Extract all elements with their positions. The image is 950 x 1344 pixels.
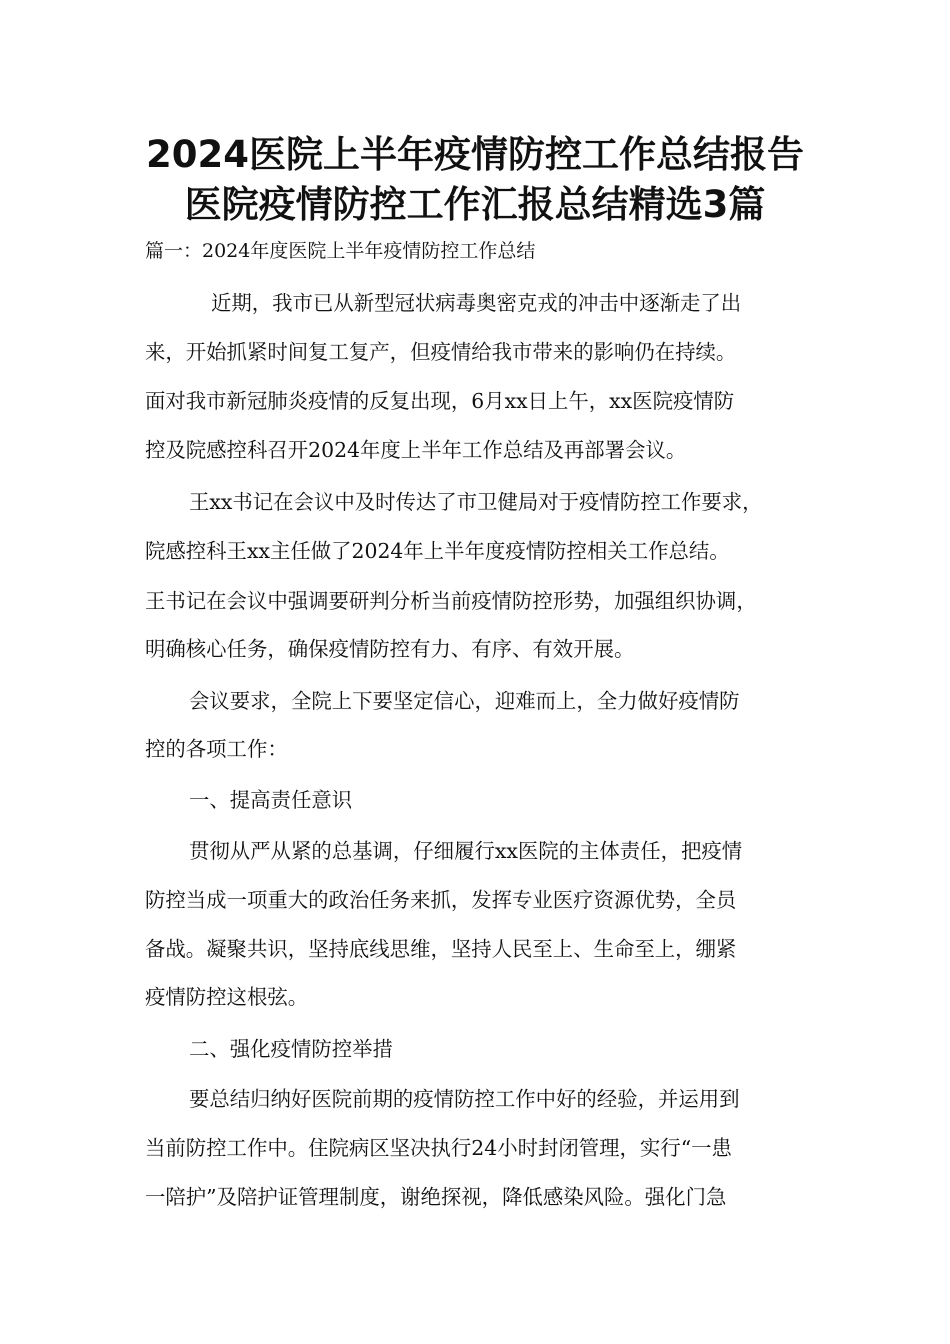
paragraph-line: 当前防控工作中。住院病区坚决执行24小时封闭管理，实行“一患 — [145, 1136, 732, 1160]
paragraph-line: 控及院感控科召开2024年度上半年工作总结及再部署会议。 — [145, 438, 687, 462]
paragraph-line: 面对我市新冠肺炎疫情的反复出现，6月xx日上午，xx医院疫情防 — [145, 389, 735, 413]
paragraph-line: 近期，我市已从新型冠状病毒奥密克戎的冲击中逐渐走了出 — [211, 291, 742, 315]
paragraph-line: 院感控科王xx主任做了2024年上半年度疫情防控相关工作总结。 — [145, 539, 730, 563]
paragraph-line: 王xx书记在会议中及时传达了市卫健局对于疫情防控工作要求， — [189, 490, 763, 514]
section-heading: 篇一：2024年度医院上半年疫情防控工作总结 — [145, 240, 536, 262]
document-title-line-2: 医院疫情防控工作汇报总结精选3篇 — [184, 183, 766, 226]
paragraph-line: 来，开始抓紧时间复工复产，但疫情给我市带来的影响仍在持续。 — [145, 340, 737, 364]
paragraph-line: 控的各项工作： — [145, 737, 288, 761]
paragraph-line: 会议要求，全院上下要坚定信心，迎难而上，全力做好疫情防 — [189, 689, 740, 713]
subsection-heading: 二、强化疫情防控举措 — [189, 1037, 393, 1061]
paragraph-line: 疫情防控这根弦。 — [145, 985, 309, 1009]
paragraph-line: 要总结归纳好医院前期的疫情防控工作中好的经验，并运用到 — [189, 1087, 740, 1111]
paragraph-line: 贯彻从严从紧的总基调，仔细履行xx医院的主体责任，把疫情 — [189, 839, 743, 863]
paragraph-line: 备战。凝聚共识，坚持底线思维，坚持人民至上、生命至上，绷紧 — [145, 937, 737, 961]
document-title-line-1: 2024医院上半年疫情防控工作总结报告 — [146, 133, 804, 176]
subsection-heading: 一、提高责任意识 — [189, 788, 353, 812]
paragraph-line: 一陪护”及陪护证管理制度，谢绝探视，降低感染风险。强化门急 — [145, 1185, 727, 1209]
paragraph-line: 王书记在会议中强调要研判分析当前疫情防控形势，加强组织协调， — [145, 589, 757, 613]
paragraph-line: 明确核心任务，确保疫情防控有力、有序、有效开展。 — [145, 637, 635, 661]
paragraph-line: 防控当成一项重大的政治任务来抓，发挥专业医疗资源优势，全员 — [145, 888, 737, 912]
